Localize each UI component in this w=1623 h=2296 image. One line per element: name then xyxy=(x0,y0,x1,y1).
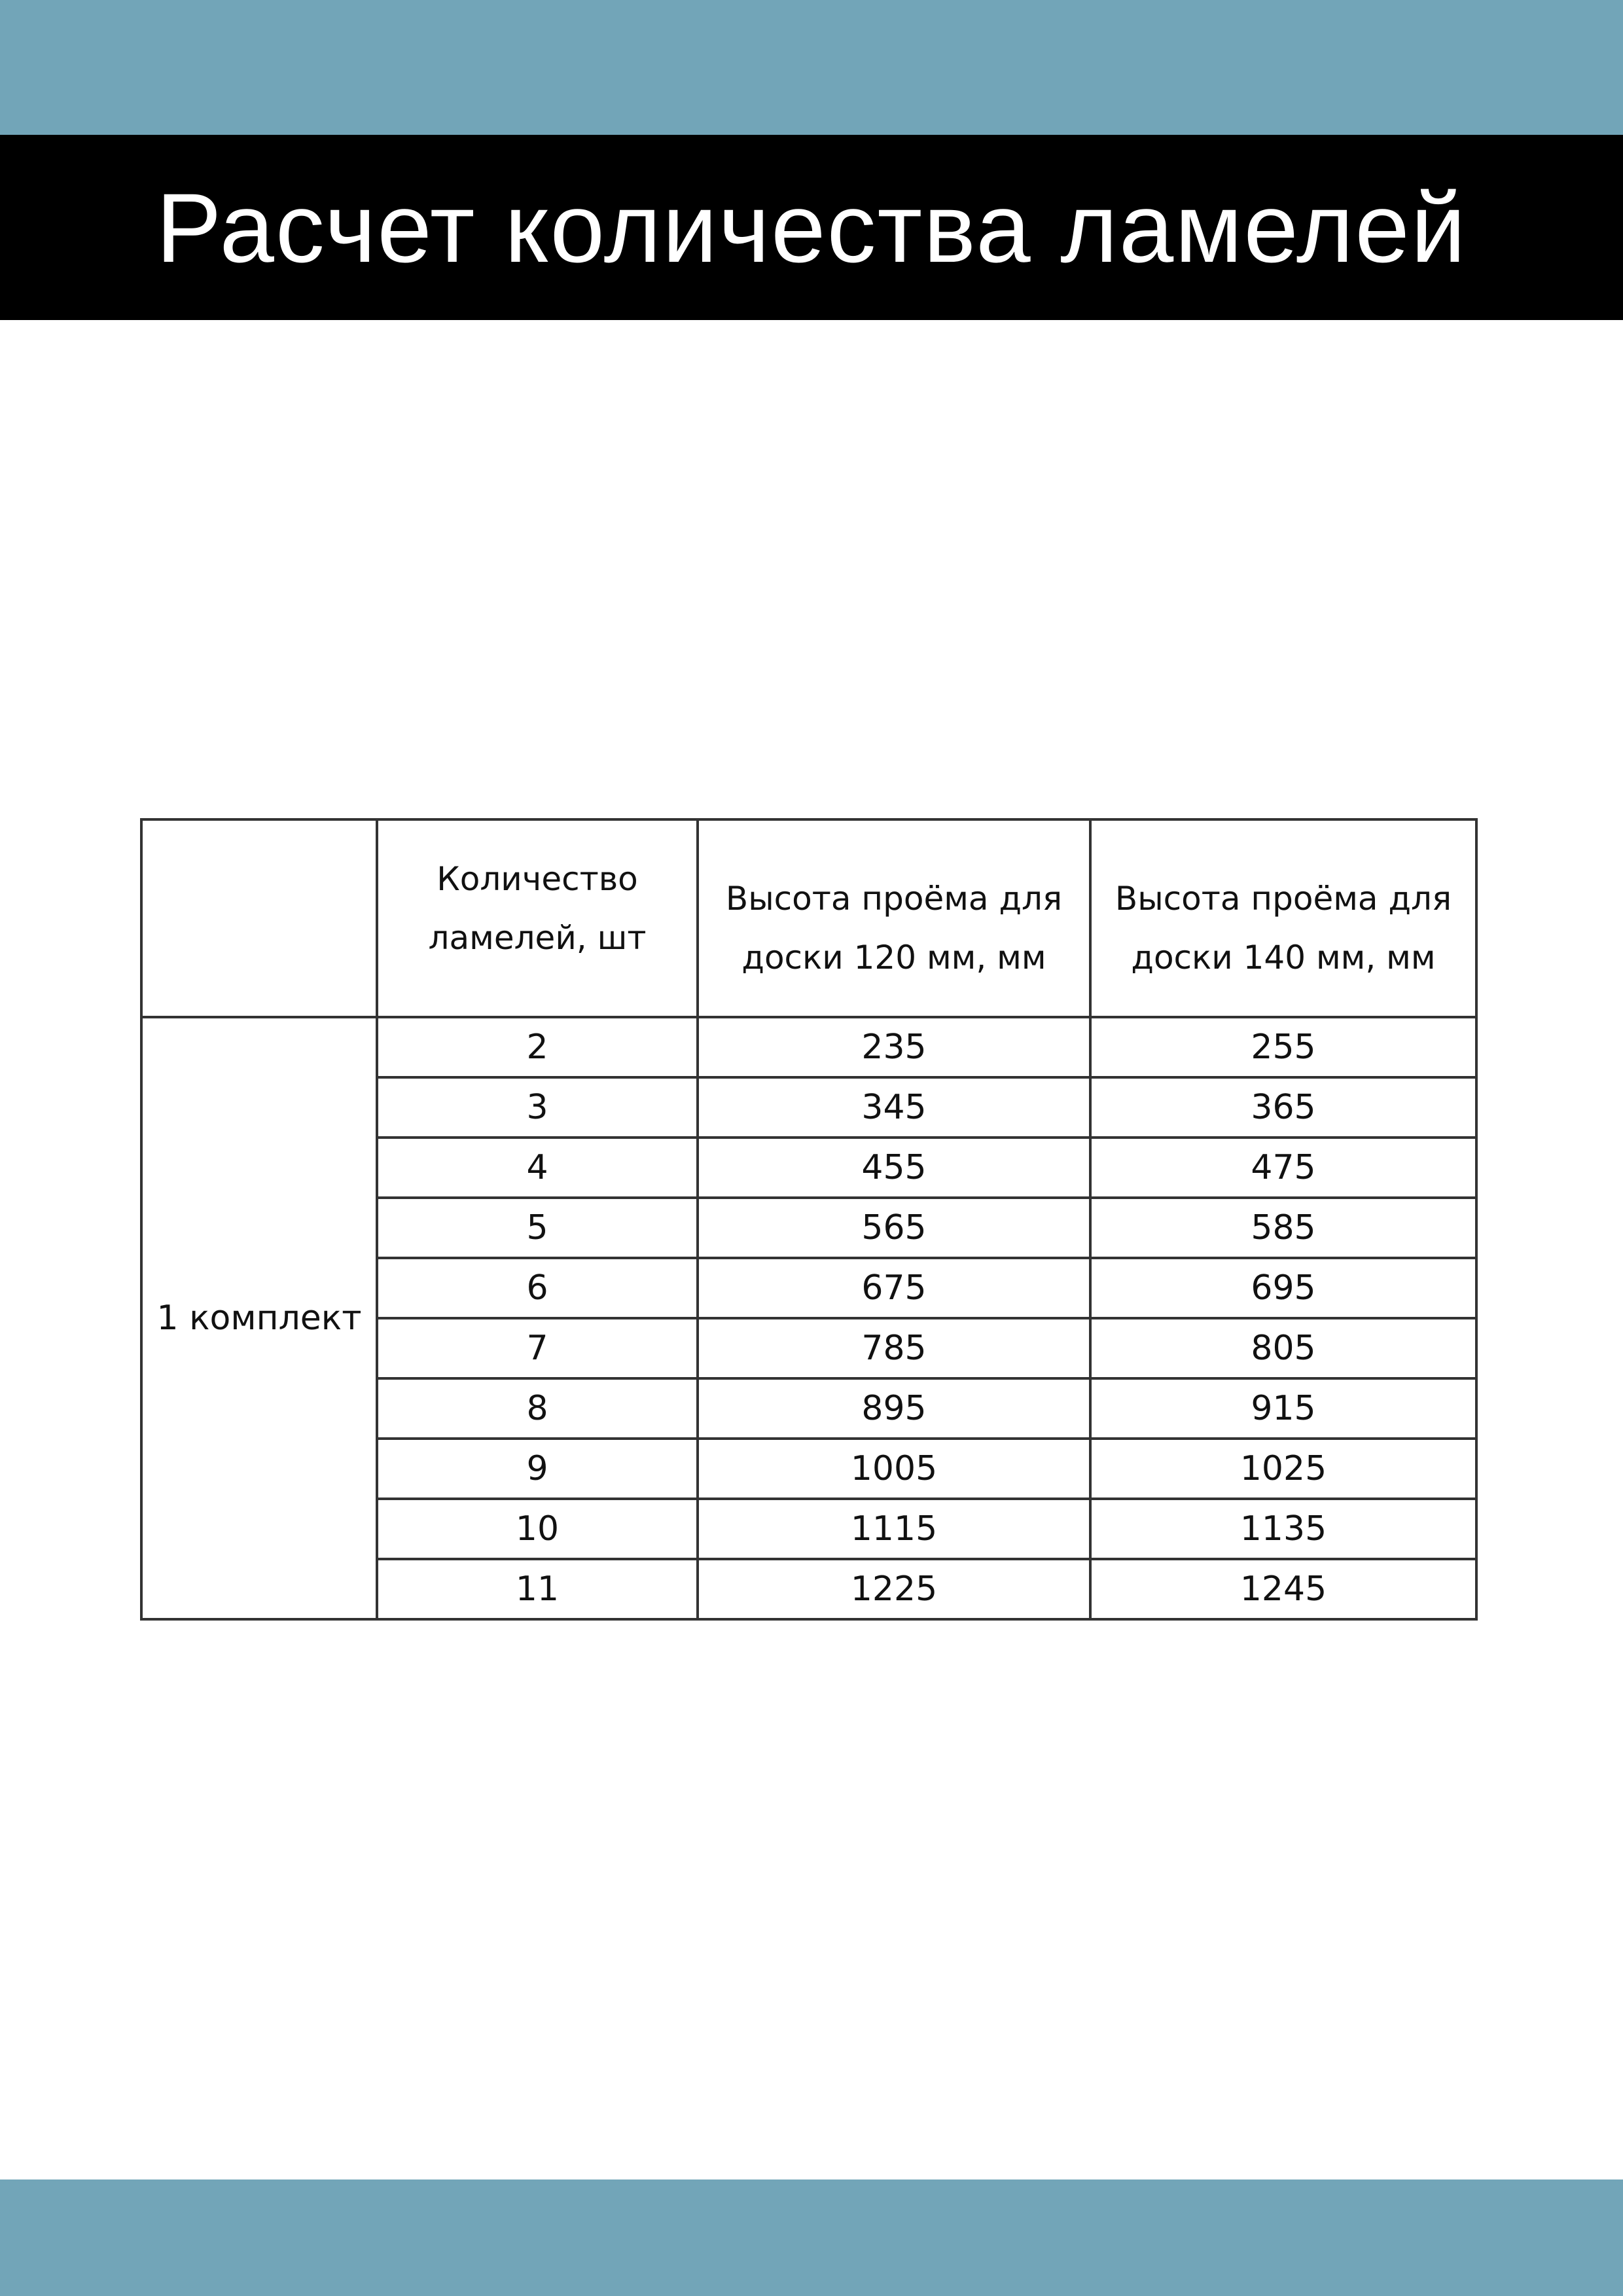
opening-height-120-cell: 235 xyxy=(698,1017,1090,1077)
opening-height-140-cell: 1025 xyxy=(1090,1439,1476,1499)
table-row xyxy=(141,1017,1476,1077)
lamel-count-cell: 5 xyxy=(377,1198,698,1258)
lamel-count-cell: 3 xyxy=(377,1077,698,1138)
header-lamel-count-line1: Количество xyxy=(437,860,638,898)
page-title: Расчет количества ламелей xyxy=(156,172,1467,283)
opening-height-120-cell: 1115 xyxy=(698,1499,1090,1559)
opening-height-140-cell: 585 xyxy=(1090,1198,1476,1258)
opening-height-140-cell: 1245 xyxy=(1090,1559,1476,1619)
header-lamel-count xyxy=(377,819,698,1017)
opening-height-120-cell: 785 xyxy=(698,1318,1090,1378)
group-label-cell: 1 комплект xyxy=(141,1017,377,1619)
opening-height-140-cell: 255 xyxy=(1090,1017,1476,1077)
lamel-count-cell: 9 xyxy=(377,1439,698,1499)
lamel-table xyxy=(140,818,1478,1621)
opening-height-140-cell: 1135 xyxy=(1090,1499,1476,1559)
header-opening-height-140-line1: Высота проёма для xyxy=(1115,880,1452,918)
opening-height-140-cell: 805 xyxy=(1090,1318,1476,1378)
header-opening-height-120 xyxy=(698,819,1090,1017)
lamel-count-cell: 2 xyxy=(377,1017,698,1077)
opening-height-140-cell: 915 xyxy=(1090,1378,1476,1439)
opening-height-120-cell: 565 xyxy=(698,1198,1090,1258)
lamel-count-cell: 10 xyxy=(377,1499,698,1559)
bottom-color-band xyxy=(0,2179,1623,2296)
header-opening-height-120-line2: доски 120 мм, мм xyxy=(741,939,1046,977)
top-color-band xyxy=(0,0,1623,135)
opening-height-140-cell: 695 xyxy=(1090,1258,1476,1318)
opening-height-140-cell: 475 xyxy=(1090,1138,1476,1198)
lamel-count-cell: 8 xyxy=(377,1378,698,1439)
table-header-row xyxy=(141,819,1476,1017)
table-container xyxy=(140,818,1478,1621)
lamel-count-cell: 11 xyxy=(377,1559,698,1619)
opening-height-140-cell: 365 xyxy=(1090,1077,1476,1138)
opening-height-120-cell: 345 xyxy=(698,1077,1090,1138)
table-body xyxy=(141,1017,1476,1619)
header-lamel-count-line2: ламелей, шт xyxy=(428,919,647,957)
lamel-count-cell: 4 xyxy=(377,1138,698,1198)
opening-height-120-cell: 895 xyxy=(698,1378,1090,1439)
header-opening-height-140 xyxy=(1090,819,1476,1017)
header-group xyxy=(141,819,377,1017)
opening-height-120-cell: 1005 xyxy=(698,1439,1090,1499)
opening-height-120-cell: 675 xyxy=(698,1258,1090,1318)
lamel-count-cell: 7 xyxy=(377,1318,698,1378)
title-bar xyxy=(0,135,1623,320)
header-opening-height-120-line1: Высота проёма для xyxy=(725,880,1063,918)
lamel-count-cell: 6 xyxy=(377,1258,698,1318)
opening-height-120-cell: 1225 xyxy=(698,1559,1090,1619)
header-opening-height-140-line2: доски 140 мм, мм xyxy=(1131,939,1436,977)
opening-height-120-cell: 455 xyxy=(698,1138,1090,1198)
